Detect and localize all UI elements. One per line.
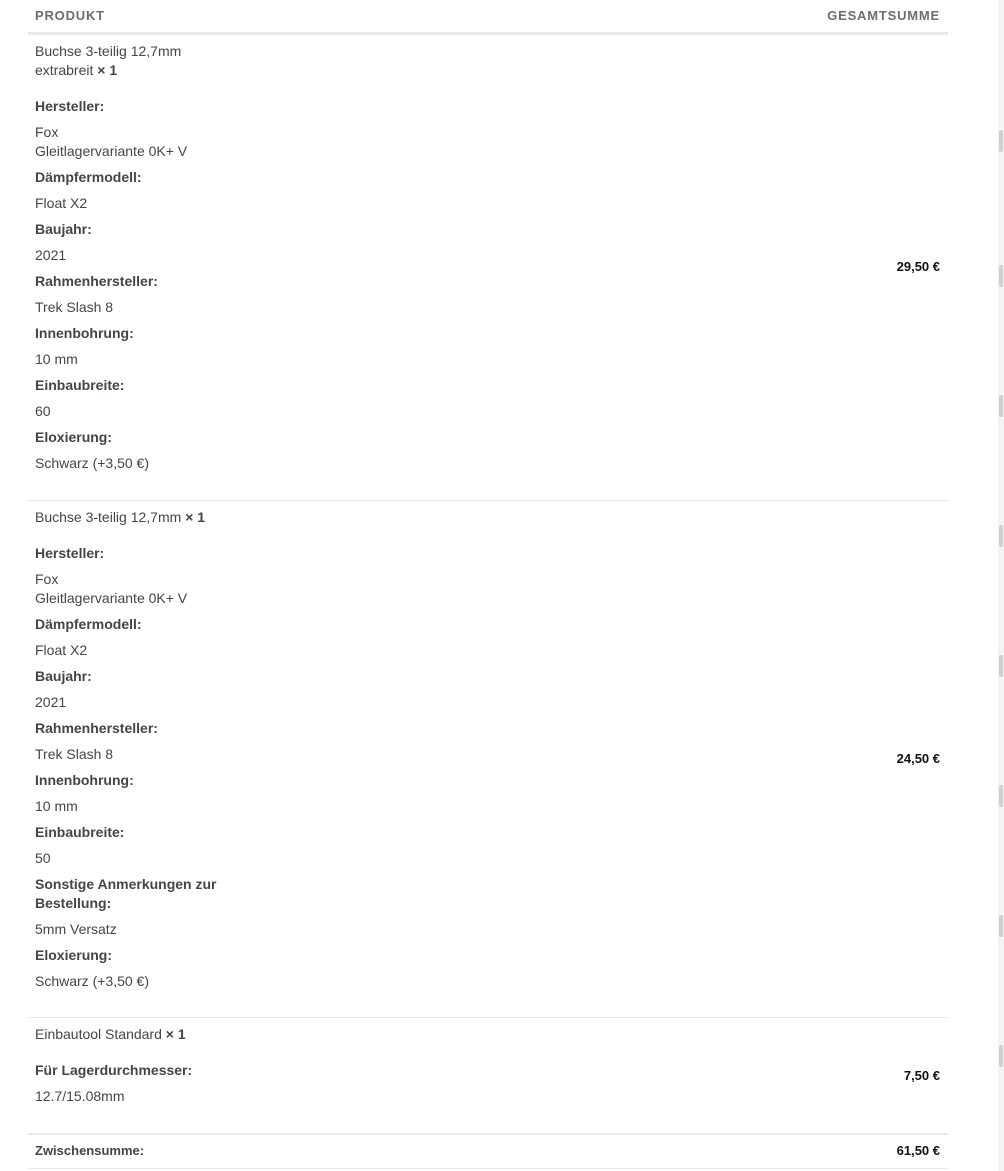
product-name-line: Buchse 3-teilig 12,7mm xyxy=(35,43,182,59)
variation-key: Innenbohrung: xyxy=(35,772,134,788)
product-name-line: Einbautool Standard xyxy=(35,1026,162,1042)
variation-value: 2021 xyxy=(35,694,67,710)
product-variation-list xyxy=(35,544,250,991)
variation-key: Hersteller: xyxy=(35,98,105,114)
variation-key: Baujahr: xyxy=(35,668,92,684)
variation-value: Trek Slash 8 xyxy=(35,299,114,315)
variation-value: 50 xyxy=(35,850,51,866)
variation-value: 60 xyxy=(35,403,51,419)
variation-value xyxy=(35,123,250,161)
edge-mark xyxy=(999,265,1003,287)
variation-key: Innenbohrung: xyxy=(35,325,134,341)
variation-key: Für Lagerdurchmesser: xyxy=(35,1062,193,1078)
order-item-row xyxy=(28,501,948,1018)
product-name-line: Buchse 3-teilig 12,7mm xyxy=(35,509,182,525)
variation-value: 10 mm xyxy=(35,798,78,814)
variation-value: 12.7/15.08mm xyxy=(35,1088,125,1104)
variation-key: Sonstige Anmerkungen zur Bestellung: xyxy=(35,876,217,911)
subtotal-label: Zwischensumme: xyxy=(35,1143,145,1158)
variation-value: Trek Slash 8 xyxy=(35,746,114,762)
edge-mark xyxy=(999,130,1003,152)
product-variation-list xyxy=(35,97,250,473)
variation-value-line: Gleitlagervariante 0K+ V xyxy=(35,143,188,159)
product-quantity: × 1 xyxy=(97,62,118,78)
product-cell xyxy=(28,35,257,473)
variation-value: Float X2 xyxy=(35,195,88,211)
variation-value: Schwarz (+3,50 €) xyxy=(35,973,149,989)
subtotal-value: 61,50 € xyxy=(896,1143,940,1158)
variation-value-line: Gleitlagervariante 0K+ V xyxy=(35,590,188,606)
item-total-price: 29,50 € xyxy=(896,259,940,274)
column-header-product: PRODUKT xyxy=(35,8,105,23)
edge-mark xyxy=(999,785,1003,807)
product-cell xyxy=(28,1018,257,1106)
product-name xyxy=(35,508,250,527)
product-quantity: × 1 xyxy=(165,1026,186,1042)
item-total-price: 7,50 € xyxy=(903,1068,940,1083)
variation-value: 5mm Versatz xyxy=(35,921,117,937)
page-edge-decoration xyxy=(998,0,1004,1171)
variation-key: Eloxierung: xyxy=(35,429,113,445)
edge-mark xyxy=(999,655,1003,677)
product-variation-list xyxy=(35,1061,250,1106)
variation-value: 2021 xyxy=(35,247,67,263)
column-header-total: GESAMTSUMME xyxy=(827,8,940,23)
order-review-table xyxy=(28,0,948,1169)
variation-key: Rahmenhersteller: xyxy=(35,273,158,289)
variation-value-line: Fox xyxy=(35,124,59,140)
variation-key: Einbaubreite: xyxy=(35,824,125,840)
variation-value: 10 mm xyxy=(35,351,78,367)
edge-mark xyxy=(999,395,1003,417)
product-name xyxy=(35,1025,250,1044)
edge-mark xyxy=(999,915,1003,937)
product-cell xyxy=(28,501,257,991)
variation-key: Hersteller: xyxy=(35,545,105,561)
edge-mark xyxy=(999,525,1003,547)
product-name-line: extrabreit xyxy=(35,62,94,78)
subtotal-row xyxy=(28,1134,948,1169)
variation-value xyxy=(35,570,250,608)
variation-value-line: Fox xyxy=(35,571,59,587)
product-name xyxy=(35,42,250,80)
variation-key: Baujahr: xyxy=(35,221,92,237)
edge-mark xyxy=(999,1045,1003,1067)
variation-value: Schwarz (+3,50 €) xyxy=(35,455,149,471)
table-header xyxy=(28,0,948,35)
item-total-price: 24,50 € xyxy=(896,751,940,766)
product-quantity: × 1 xyxy=(185,509,206,525)
variation-key: Eloxierung: xyxy=(35,947,113,963)
order-item-row xyxy=(28,35,948,501)
variation-key: Dämpfermodell: xyxy=(35,616,142,632)
variation-key: Dämpfermodell: xyxy=(35,169,142,185)
variation-value: Float X2 xyxy=(35,642,88,658)
variation-key: Rahmenhersteller: xyxy=(35,720,158,736)
variation-key: Einbaubreite: xyxy=(35,377,125,393)
order-item-row xyxy=(28,1018,948,1134)
